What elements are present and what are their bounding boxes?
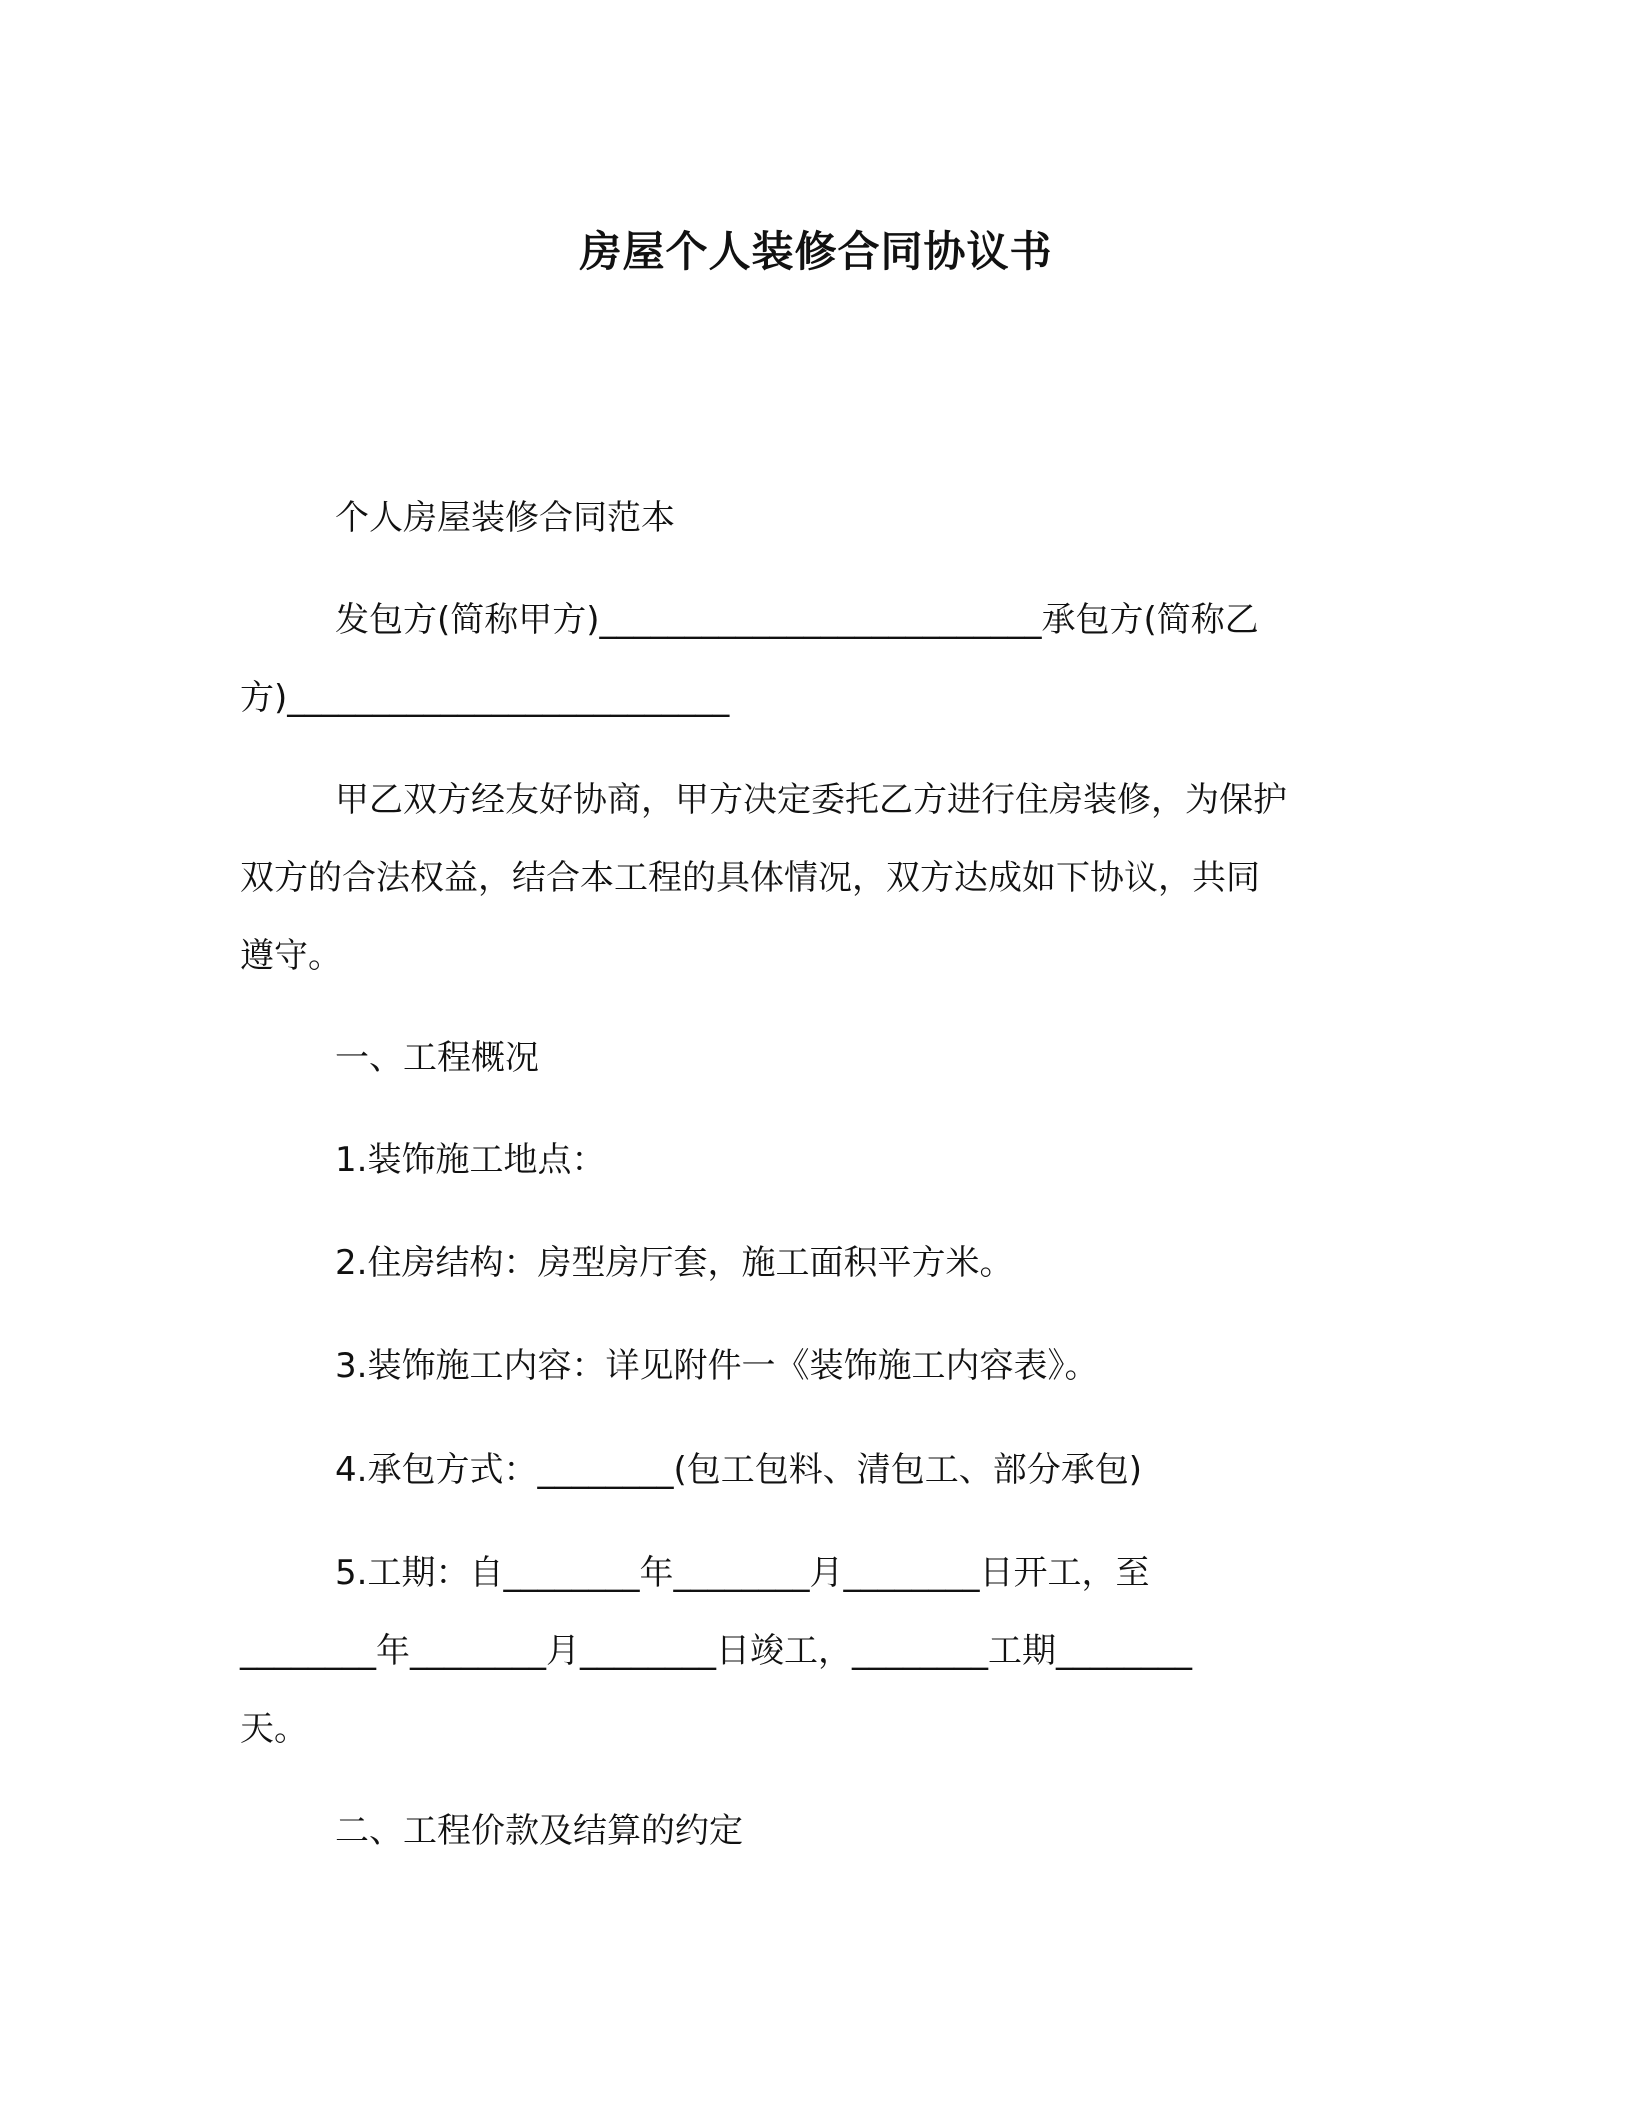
item-5-line-3: 天。 xyxy=(240,1709,308,1749)
parties-line-2: 方)__________________________ xyxy=(240,678,730,718)
intro-paragraph xyxy=(240,761,1390,995)
item-5-line-1: 5.工期：自________年________月________日开工，至 xyxy=(335,1553,1150,1593)
intro-line-1: 甲乙双方经友好协商，甲方决定委托乙方进行住房装修，为保护 xyxy=(335,780,1287,820)
section-1-item-5 xyxy=(240,1534,1390,1768)
section-1-item-3: 3.装饰施工内容：详见附件一《装饰施工内容表》。 xyxy=(335,1346,1099,1386)
section-1-item-1: 1.装饰施工地点： xyxy=(335,1140,606,1180)
intro-line-3: 遵守。 xyxy=(240,936,342,976)
document-subtitle: 个人房屋装修合同范本 xyxy=(335,498,675,538)
parties-paragraph xyxy=(240,581,1390,737)
section-2-heading: 二、工程价款及结算的约定 xyxy=(335,1811,743,1851)
section-1-item-2: 2.住房结构：房型房厅套，施工面积平方米。 xyxy=(335,1243,1014,1283)
document-title: 房屋个人装修合同协议书 xyxy=(579,227,1053,276)
section-1-item-4: 4.承包方式：________(包工包料、清包工、部分承包) xyxy=(335,1450,1142,1490)
parties-line-1: 发包方(简称甲方)__________________________承包方(简称乙 xyxy=(335,600,1259,640)
section-1-heading: 一、工程概况 xyxy=(335,1038,539,1078)
item-5-line-2: ________年________月________日竣工，________工期________ xyxy=(240,1631,1192,1671)
intro-line-2: 双方的合法权益，结合本工程的具体情况，双方达成如下协议，共同 xyxy=(240,858,1260,898)
